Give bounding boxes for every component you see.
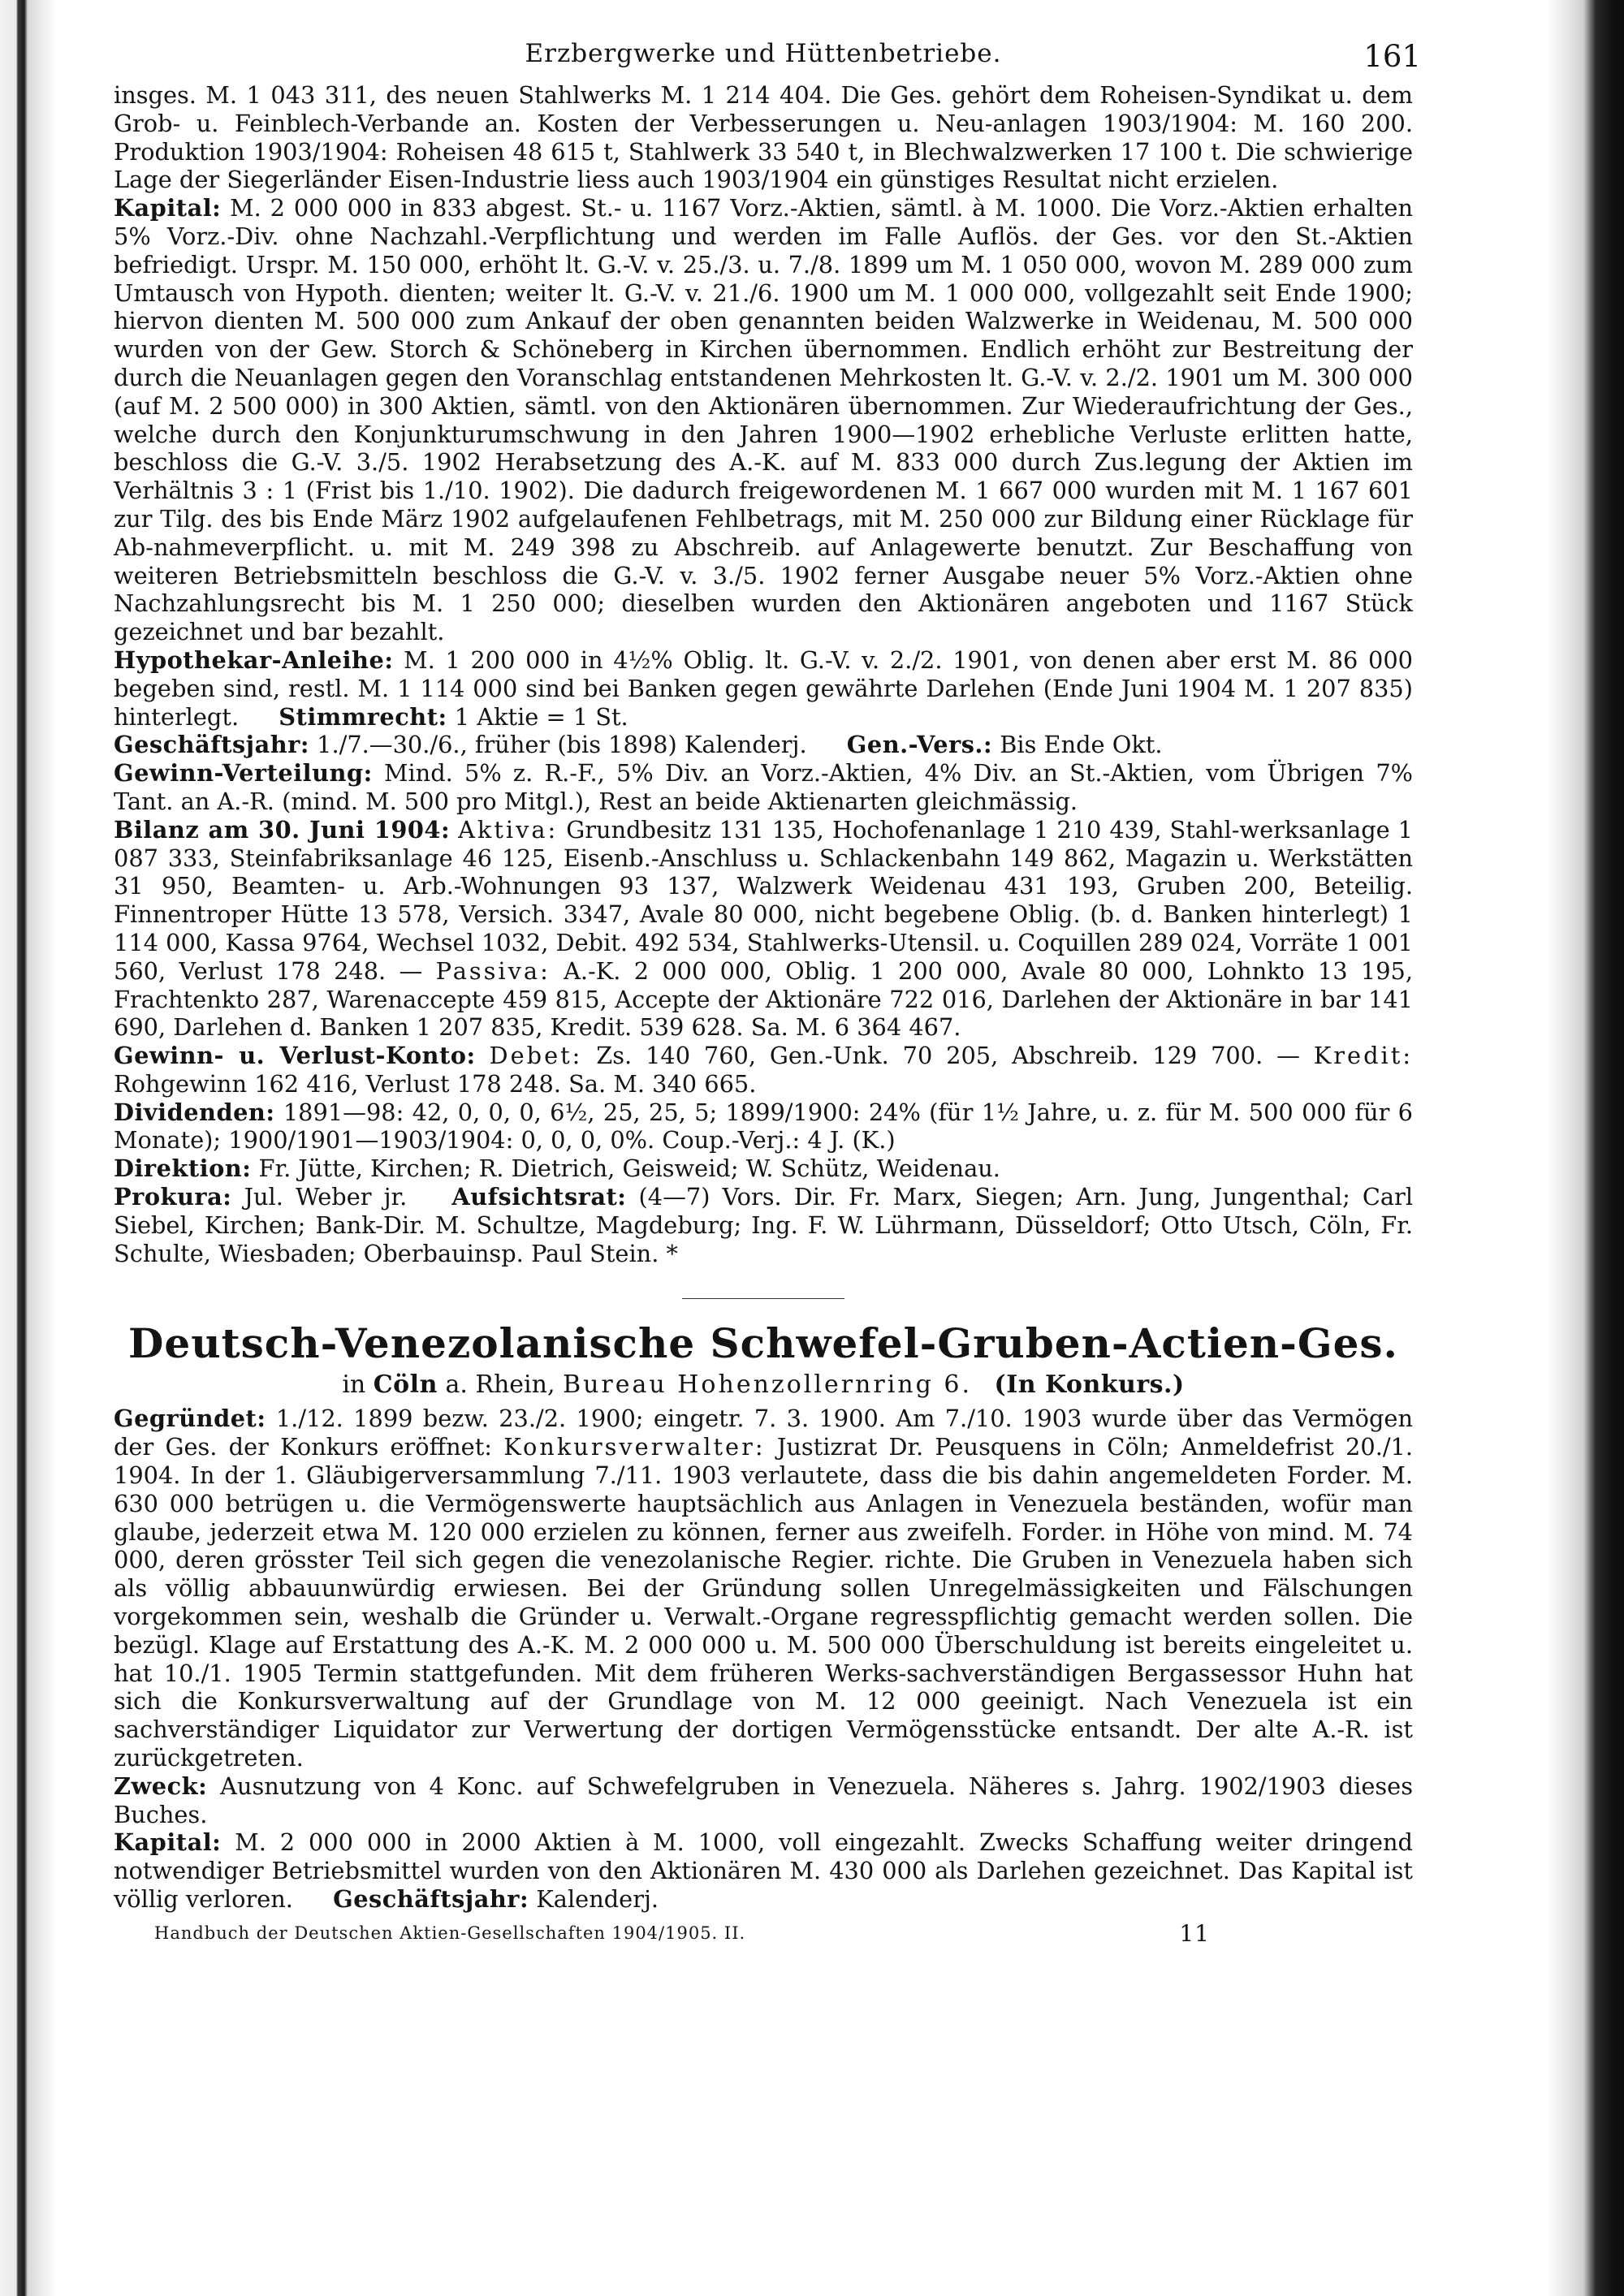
- section-continued-entry: [114, 81, 1413, 1267]
- direktion-text: Fr. Jütte, Kirchen; R. Dietrich, Geisweid; W. Schütz, Weidenau.: [258, 1154, 1000, 1183]
- guv-label: Gewinn- u. Verlust-Konto:: [114, 1042, 476, 1070]
- kapital-label: Kapital:: [114, 194, 222, 222]
- stimmrecht-text: 1 Aktie = 1 St.: [454, 702, 628, 731]
- geschaeftsjahr2-text: Kalenderj.: [536, 1885, 659, 1914]
- hypothekar-text: M. 1 200 000 in 4½% Oblig. lt. G.-V. v. 2./2. 1901, von denen aber erst M. 86 000 begeben sind, restl. M. 1 114 000 sind bei Banken gegen gewährte Darlehen (Ende Juni 1904 M. 1 207 835) hinterlegt.: [114, 645, 1413, 731]
- hypothekar-label: Hypothekar-Anleihe:: [114, 645, 394, 674]
- direktion-label: Direktion:: [114, 1154, 252, 1183]
- geschaeftsjahr-text: 1./7.—30./6., früher (bis 1898) Kalenderj.: [317, 731, 807, 759]
- subtitle-city: Cöln: [373, 1370, 438, 1400]
- direktion-paragraph: [114, 1154, 1413, 1183]
- dividenden-label: Dividenden:: [114, 1098, 275, 1126]
- konkursverwalter-label: Konkursverwalter:: [503, 1433, 766, 1461]
- kapital2-label: Kapital:: [114, 1828, 222, 1857]
- dividenden-text: 1891—98: 42, 0, 0, 0, 6½, 25, 25, 5; 1899/1900: 24% (für 1½ Jahre, u. z. für M. 500 000 für 6 Monate); 1900/1901—1903/1904: 0, 0, 0, 0%. Coup.-Verj.: 4 J. (K.): [114, 1098, 1413, 1154]
- scan-right-edge: [1547, 0, 1624, 2296]
- geschaeftsjahr-label: Geschäftsjahr:: [114, 731, 309, 759]
- gegruendet-text-2: Justizrat Dr. Peusquens in Cöln; Anmeldefrist 20./1. 1904. In der 1. Gläubigerversammlung 7./11. 1903 verlautete, dass die bis dahin angemeldeten Forder. M. 630 000 betrügen u. die Vermögenswerte hauptsächlich aus Anlagen in Venezuela beständen, wofür man glaube, jederzeit etwa M. 120 000 erzielen zu können, ferner aus zweifelh. Forder. in Höhe von mind. M. 74 000, deren grösster Teil sich gegen die venezolanische Regier. richte. Die Gruben in Venezuela haben sich als völlig abbauunwürdig erwiesen. Bei der Gründung sollen Unregelmässigkeiten und Fälschungen vorgekommen sein, weshalb die Gründer u. Verwalt.-Organe regresspflichtig gemacht werden sollen. Die bezügl. Klage auf Erstattung des A.-K. M. 2 000 000 u. M. 500 000 Überschuldung ist bereits eingeleitet u. hat 10./1. 1905 Termin stattgefunden. Mit dem früheren Werks-sachverständigen Bergassessor Huhn hat sich die Konkursverwaltung auf der Grundlage von M. 12 000 geeinigt. Nach Venezuela ist ein sachverständiger Liquidator zur Verwertung der dortigen Vermögensstücke entsandt. Der alte A.-R. ist zurückgetreten.: [114, 1433, 1414, 1772]
- bilanz-aktiva-text: Grundbesitz 131 135, Hochofenanlage 1 210 439, Stahl-werksanlage 1 087 333, Steinfabriksanlage 46 125, Eisenb.-Anschluss u. Schlackenbahn 149 862, Magazin u. Werkstätten 31 950, Beamten- u. Arb.-Wohnungen 93 137, Walzwerk Weidenau 431 193, Gruben 200, Beteilig. Finnentroper Hütte 13 578, Versich. 3347, Avale 80 000, nicht begebene Oblig. (b. d. Banken hinterlegt) 1 114 000, Kassa 9764, Wechsel 1032, Debit. 492 534, Stahlwerks-Utensil. u. Coquillen 289 024, Vorräte 1 001 560, Verlust 178 248. —: [114, 815, 1414, 985]
- kapital2-text: M. 2 000 000 in 2000 Aktien à M. 1000, voll eingezahlt. Zwecks Schaffung weiter dringend notwendiger Betriebsmittel wurden von den Aktionären M. 430 000 als Darlehen gezeichnet. Das Kapital ist völlig verloren.: [114, 1828, 1413, 1914]
- bilanz-passiva-label: Passiva:: [435, 956, 551, 985]
- intro-paragraph: insges. M. 1 043 311, des neuen Stahlwerks M. 1 214 404. Die Ges. gehört dem Roheisen-Syndikat u. dem Grob- u. Feinblech-Verbande an. Kosten der Verbesserungen u. Neu-anlagen 1903/1904: M. 160 200. Produktion 1903/1904: Roheisen 48 615 t, Stahlwerk 33 540 t, in Blechwalzwerken 17 100 t. Die schwierige Lage der Siegerländer Eisen-Industrie liess auch 1903/1904 ein günstiges Resultat nicht erzielen.: [114, 81, 1413, 194]
- prokura-text: Jul. Weber jr.: [244, 1183, 408, 1211]
- footer-book-title: Handbuch der Deutschen Aktien-Gesellschaften 1904/1905. II.: [154, 1923, 746, 1943]
- guv-kredit-text: Rohgewinn 162 416, Verlust 178 248. Sa. M. 340 665.: [114, 1069, 757, 1098]
- zweck-label: Zweck:: [114, 1772, 208, 1800]
- bilanz-aktiva-label: Aktiva:: [458, 815, 559, 844]
- page-header: [114, 32, 1421, 81]
- page-number: 161: [1363, 39, 1421, 74]
- running-head: Erzbergwerke und Hüttenbetriebe.: [525, 39, 1002, 68]
- bilanz-label: Bilanz am 30. Juni 1904:: [114, 815, 451, 844]
- subtitle-status: (In Konkurs.): [994, 1370, 1185, 1400]
- scan-left-edge: [0, 0, 57, 2296]
- geschaeftsjahr2-label: Geschäftsjahr:: [333, 1885, 529, 1914]
- gewinnverteilung-label: Gewinn-Verteilung:: [114, 759, 373, 788]
- prokura-label: Prokura:: [114, 1183, 232, 1211]
- gewinnverteilung-paragraph: [114, 759, 1413, 816]
- guv-debet-label: Debet:: [489, 1042, 583, 1070]
- zweck-text: Ausnutzung von 4 Konc. auf Schwefelgruben in Venezuela. Näheres s. Jahrg. 1902/1903 dieses Buches.: [114, 1772, 1414, 1828]
- hypothekar-paragraph: [114, 646, 1413, 731]
- kapital-text: M. 2 000 000 in 833 abgest. St.- u. 1167 Vorz.-Aktien, sämtl. à M. 1000. Die Vorz.-Aktien erhalten 5% Vorz.-Div. ohne Nachzahl.-Verpflichtung und werden im Falle Auflös. der Ges. vor den St.-Aktien befriedigt. Urspr. M. 150 000, erhöht lt. G.-V. v. 25./3. u. 7./8. 1899 um M. 1 050 000, wovon M. 289 000 zum Umtausch von Hypoth. dienten; weiter lt. G.-V. v. 21./6. 1900 um M. 1 000 000, vollgezahlt seit Ende 1900; hiervon dienten M. 500 000 zum Ankauf der oben genannten beiden Walzwerke in Weidenau, M. 500 000 wurden von der Gew. Storch & Schöneberg in Kirchen übernommen. Endlich erhöht zur Bestreitung der durch die Neuanlagen gegen den Voranschlag entstandenen Mehrkosten lt. G.-V. v. 2./2. 1901 um M. 300 000 (auf M. 2 500 000) in 300 Aktien, sämtl. von den Aktionären übernommen. Zur Wiederaufrichtung der Ges., welche durch den Konjunkturumschwung in den Jahren 1900—1902 erhebliche Verluste erlitten hatte, beschloss die G.-V. 3./5. 1902 Herabsetzung des A.-K. auf M. 833 000 durch Zus.legung der Aktien im Verhältnis 3 : 1 (Frist bis 1./10. 1902). Die dadurch freigewordenen M. 1 667 000 wurden mit M. 1 167 601 zur Tilg. des bis Ende März 1902 aufgelaufenen Fehlbetrags, mit M. 250 000 zur Bildung einer Rücklage für Ab-nahmeverpflicht. u. mit M. 249 398 zu Abschreib. auf Anlagewerte benutzt. Zur Beschaffung von weiteren Betriebsmitteln beschloss die G.-V. v. 3./5. 1902 ferner Ausgabe neuer 5% Vorz.-Aktien ohne Nachzahlungsrecht bis M. 1 250 000; dieselben wurden den Aktionären angeboten und 1167 Stück gezeichnet und bar bezahlt.: [114, 194, 1413, 646]
- aufsichtsrat-label: Aufsichtsrat:: [451, 1183, 627, 1211]
- gegruendet-label: Gegründet:: [114, 1405, 266, 1433]
- company-subtitle: [114, 1369, 1413, 1401]
- geschaeftsjahr-paragraph: [114, 731, 1413, 759]
- aufsichtsrat-text: (4—7) Vors. Dir. Fr. Marx, Siegen; Arn. Jung, Jungenthal; Carl Siebel, Kirchen; Bank-Dir. M. Schultze, Magdeburg; Ing. F. W. Lührmann, Düsseldorf; Otto Utsch, Cöln, Fr. Schulte, Wiesbaden; Oberbauinsp. Paul Stein. *: [114, 1183, 1414, 1267]
- gewinnverteilung-text: Mind. 5% z. R.-F., 5% Div. an Vorz.-Aktien, 4% Div. an St.-Aktien, vom Übrigen 7% Tant. an A.-R. (mind. M. 500 pro Mitgl.), Rest an beide Aktienarten gleichmässig.: [114, 759, 1413, 815]
- gegruendet-paragraph: [114, 1405, 1413, 1772]
- guv-kredit-label: Kredit:: [1313, 1042, 1414, 1070]
- prokura-paragraph: [114, 1183, 1413, 1267]
- stimmrecht-label: Stimmrecht:: [279, 702, 447, 731]
- document-page: [114, 32, 1421, 2273]
- subtitle-in: in: [342, 1370, 366, 1400]
- gegruendet-text: 1./12. 1899 bezw. 23./2. 1900; eingetr. 7. 3. 1900. Am 7./10. 1903 wurde über das Vermögen der Ges. der Konkurs eröffnet:: [114, 1405, 1413, 1461]
- subtitle-rest: a. Rhein,: [445, 1370, 555, 1400]
- guv-paragraph: [114, 1042, 1413, 1098]
- kapital2-paragraph: [114, 1828, 1413, 1913]
- genvers-text: Bis Ende Okt.: [1000, 731, 1163, 759]
- section-company-entry: [114, 1318, 1413, 1913]
- subtitle-address: Bureau Hohenzollernring 6.: [563, 1370, 972, 1400]
- kapital-paragraph: [114, 194, 1413, 646]
- genvers-label: Gen.-Vers.:: [846, 731, 993, 759]
- guv-debet-text: Zs. 140 760, Gen.-Unk. 70 205, Abschreib. 129 700. —: [596, 1042, 1300, 1070]
- section-divider: [682, 1298, 844, 1299]
- bilanz-paragraph: [114, 816, 1413, 1042]
- zweck-paragraph: [114, 1772, 1413, 1829]
- company-title: Deutsch-Venezolanische Schwefel-Gruben-Actien-Ges.: [128, 1319, 1398, 1368]
- page-footer: [114, 1920, 1413, 1953]
- footer-signature: 11: [1179, 1919, 1210, 1947]
- bilanz-passiva-text: A.-K. 2 000 000, Oblig. 1 200 000, Avale 80 000, Lohnkto 13 195, Frachtenkto 287, Warenaccepte 459 815, Accepte der Aktionäre 722 016, Darlehen der Aktionäre in bar 141 690, Darlehen d. Banken 1 207 835, Kredit. 539 628. Sa. M. 6 364 467.: [114, 956, 1413, 1042]
- dividenden-paragraph: [114, 1098, 1413, 1155]
